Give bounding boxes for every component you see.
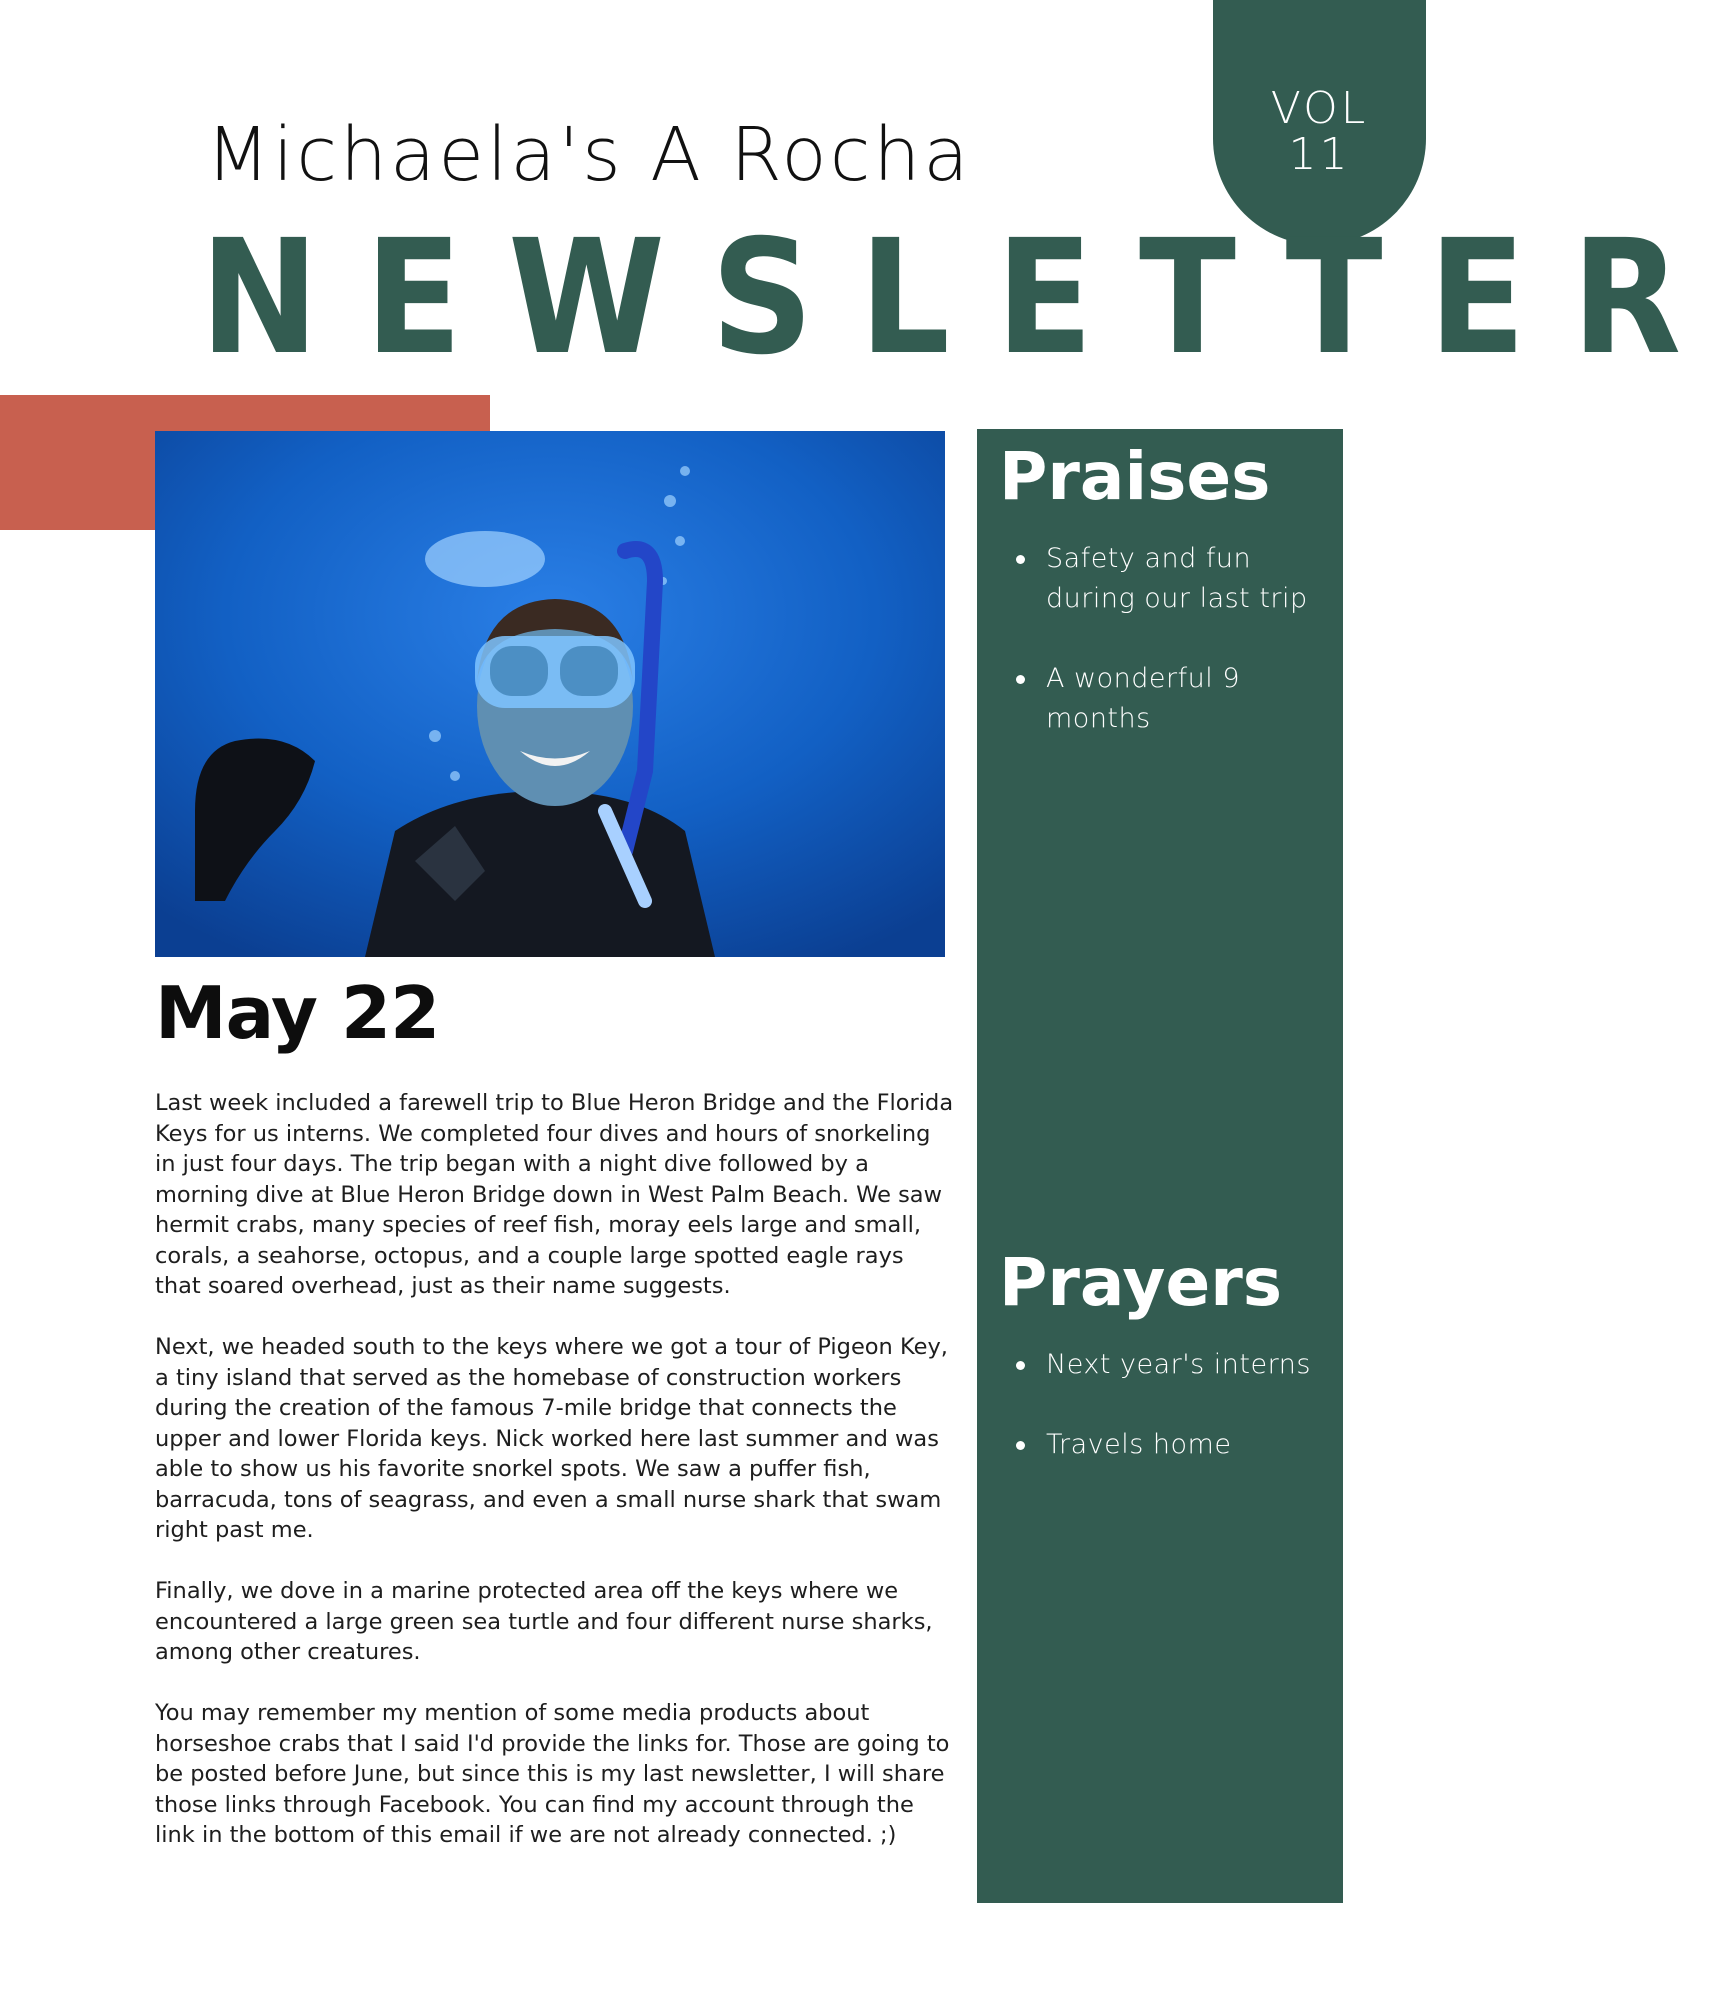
- article-date: May 22: [155, 971, 440, 1055]
- prayers-heading: Prayers: [999, 1244, 1283, 1321]
- volume-label: VOL: [1270, 83, 1369, 134]
- praises-list: [999, 539, 1329, 779]
- prayers-list: [999, 1345, 1329, 1505]
- article-paragraph: Finally, we dove in a marine protected area off the keys where we encountered a large green sea turtle and four different nurse sharks, among other creatures.: [155, 1578, 933, 1665]
- list-item: Travels home: [1046, 1425, 1329, 1465]
- article-paragraph: Last week included a farewell trip to Blue Heron Bridge and the Florida Keys for us interns. We completed four dives and hours of snorkeling in just four days. The trip began with a night dive followed by a morning dive at Blue Heron Bridge down in West Palm Beach. We saw hermit crabs, many species of reef fish, moray eels large and small, corals, a seahorse, octopus, and a couple large spotted eagle rays that soared overhead, just as their name suggests.: [155, 1090, 954, 1299]
- sidebar-panel: [977, 429, 1343, 1903]
- volume-number: 11: [1288, 129, 1351, 180]
- list-item: A wonderful 9 months: [1046, 659, 1329, 739]
- scuba-diver-photo: [155, 431, 945, 957]
- diver-illustration: [155, 431, 945, 957]
- article-paragraph: You may remember my mention of some media products about horseshoe crabs that I said I'd provide the links for. Those are going to be posted before June, but since this is my last newsletter, I will share those links through Facebook. You can find my account through the link in the bottom of this email if we are not already connected. ;): [155, 1700, 950, 1848]
- newsletter-author-name: Michaela's A Rocha: [206, 112, 972, 198]
- praises-heading: Praises: [999, 438, 1271, 515]
- article-paragraph: Next, we headed south to the keys where we got a tour of Pigeon Key, a tiny island that served as the homebase of construction workers during the creation of the famous 7-mile bridge that connects the upper and lower Florida keys. Nick worked here last summer and was able to show us his favorite snorkel spots. We saw a puffer fish, barracuda, tons of seagrass, and even a small nurse shark that swam right past me.: [155, 1334, 948, 1543]
- list-item: Next year's interns: [1046, 1345, 1329, 1385]
- newsletter-title: NEWSLETTER: [200, 206, 1727, 390]
- article-body: [155, 1088, 955, 1881]
- list-item: Safety and fun during our last trip: [1046, 539, 1329, 619]
